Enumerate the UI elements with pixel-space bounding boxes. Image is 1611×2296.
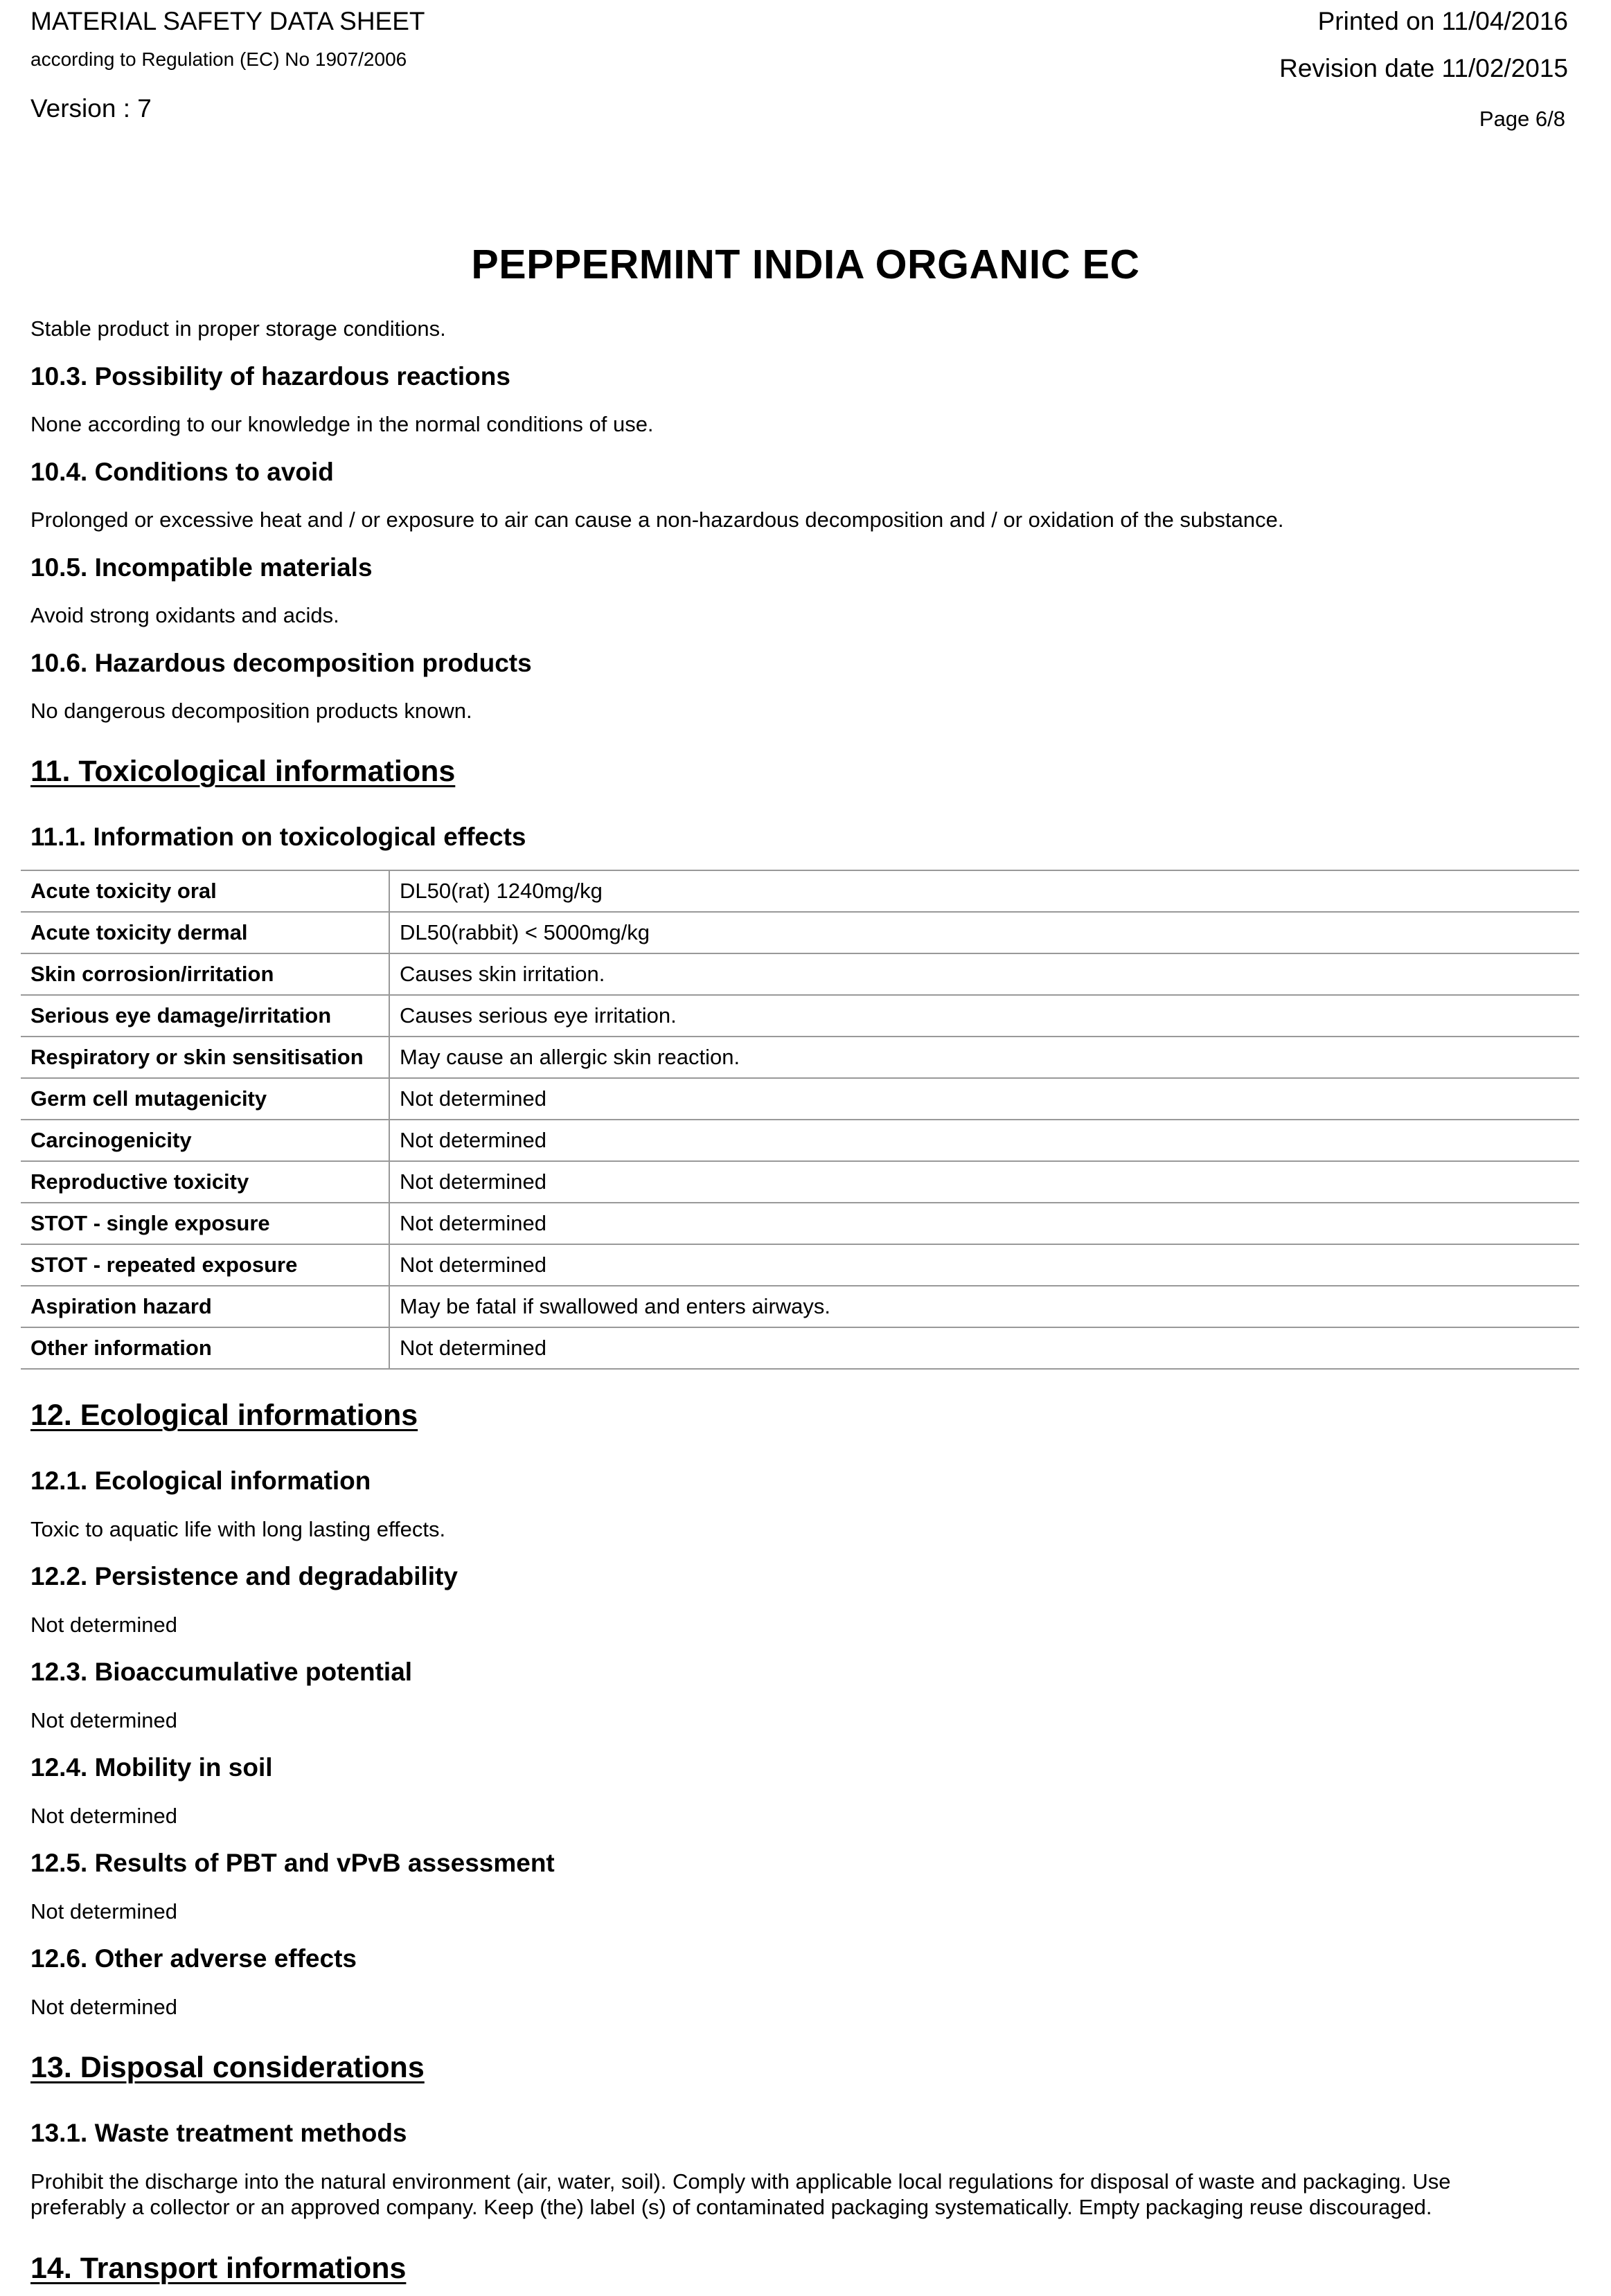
heading-12-4: 12.4. Mobility in soil xyxy=(30,1753,273,1782)
table-row xyxy=(21,953,1579,995)
doc-type: MATERIAL SAFETY DATA SHEET xyxy=(30,7,425,35)
row-label: Serious eye damage/irritation xyxy=(21,995,389,1037)
row-value: Not determined xyxy=(389,1078,1579,1120)
row-label: Germ cell mutagenicity xyxy=(21,1078,389,1120)
row-label: Acute toxicity oral xyxy=(21,870,389,912)
toxicology-table xyxy=(21,870,1579,1370)
row-label: Carcinogenicity xyxy=(21,1120,389,1161)
row-label: Reproductive toxicity xyxy=(21,1161,389,1203)
row-label: Acute toxicity dermal xyxy=(21,912,389,953)
text-13-1-line2: preferably a collector or an approved company. Keep (the) label (s) of contaminated packaging systematically. Empty packaging reuse discouraged. xyxy=(30,2195,1432,2219)
section-13-heading: 13. Disposal considerations xyxy=(30,2051,425,2084)
heading-10-5: 10.5. Incompatible materials xyxy=(30,553,373,582)
heading-12-3: 12.3. Bioaccumulative potential xyxy=(30,1658,413,1686)
text-10-4: Prolonged or excessive heat and / or exposure to air can cause a non-hazardous decomposition and / or oxidation of the substance. xyxy=(30,508,1284,532)
text-12-1: Toxic to aquatic life with long lasting effects. xyxy=(30,1517,446,1541)
text-13-1-line1: Prohibit the discharge into the natural environment (air, water, soil). Comply with applicable local regulations for disposal of waste and packaging. Use xyxy=(30,2169,1451,2194)
row-value: DL50(rabbit) < 5000mg/kg xyxy=(389,912,1579,953)
heading-12-2: 12.2. Persistence and degradability xyxy=(30,1562,458,1590)
text-12-6: Not determined xyxy=(30,1995,177,2019)
heading-10-6: 10.6. Hazardous decomposition products xyxy=(30,649,532,677)
heading-10-3: 10.3. Possibility of hazardous reactions xyxy=(30,362,510,391)
table-row xyxy=(21,1078,1579,1120)
section-12-heading: 12. Ecological informations xyxy=(30,1399,418,1432)
table-row xyxy=(21,1037,1579,1078)
table-row xyxy=(21,1161,1579,1203)
heading-10-4: 10.4. Conditions to avoid xyxy=(30,458,334,486)
table-row xyxy=(21,870,1579,912)
regulation: according to Regulation (EC) No 1907/2006 xyxy=(30,48,407,70)
heading-12-5: 12.5. Results of PBT and vPvB assessment xyxy=(30,1849,555,1877)
heading-13-1: 13.1. Waste treatment methods xyxy=(30,2119,407,2147)
row-value: Not determined xyxy=(389,1161,1579,1203)
table-row xyxy=(21,995,1579,1037)
row-label: Aspiration hazard xyxy=(21,1286,389,1327)
text-12-3: Not determined xyxy=(30,1708,177,1732)
text-12-2: Not determined xyxy=(30,1613,177,1637)
row-value: Not determined xyxy=(389,1120,1579,1161)
text-10-5: Avoid strong oxidants and acids. xyxy=(30,603,339,627)
table-row xyxy=(21,1244,1579,1286)
row-label: STOT - single exposure xyxy=(21,1203,389,1244)
page-number: Page 6/8 xyxy=(1479,107,1565,131)
table-row xyxy=(21,1120,1579,1161)
stability-text: Stable product in proper storage conditions. xyxy=(30,316,446,341)
row-value: Not determined xyxy=(389,1244,1579,1286)
text-12-4: Not determined xyxy=(30,1804,177,1828)
version: Version : 7 xyxy=(30,94,152,123)
row-value: Not determined xyxy=(389,1203,1579,1244)
table-row xyxy=(21,912,1579,953)
row-label: STOT - repeated exposure xyxy=(21,1244,389,1286)
row-value: May be fatal if swallowed and enters airways. xyxy=(389,1286,1579,1327)
table-row xyxy=(21,1327,1579,1369)
revision-date: Revision date 11/02/2015 xyxy=(1279,54,1568,82)
text-10-6: No dangerous decomposition products known. xyxy=(30,699,472,723)
printed-date: Printed on 11/04/2016 xyxy=(1317,7,1568,35)
row-value: DL50(rat) 1240mg/kg xyxy=(389,870,1579,912)
page-title: PEPPERMINT INDIA ORGANIC EC xyxy=(471,242,1140,287)
row-label: Respiratory or skin sensitisation xyxy=(21,1037,389,1078)
table-row xyxy=(21,1203,1579,1244)
section-11-heading: 11. Toxicological informations xyxy=(30,755,456,788)
row-label: Skin corrosion/irritation xyxy=(21,953,389,995)
row-value: May cause an allergic skin reaction. xyxy=(389,1037,1579,1078)
row-value: Causes skin irritation. xyxy=(389,953,1579,995)
heading-11-1: 11.1. Information on toxicological effects xyxy=(30,823,526,851)
row-value: Not determined xyxy=(389,1327,1579,1369)
heading-12-1: 12.1. Ecological information xyxy=(30,1467,371,1495)
text-10-3: None according to our knowledge in the normal conditions of use. xyxy=(30,412,654,436)
table-row xyxy=(21,1286,1579,1327)
section-14-heading: 14. Transport informations xyxy=(30,2252,407,2285)
row-label: Other information xyxy=(21,1327,389,1369)
row-value: Causes serious eye irritation. xyxy=(389,995,1579,1037)
text-12-5: Not determined xyxy=(30,1899,177,1923)
heading-12-6: 12.6. Other adverse effects xyxy=(30,1944,357,1973)
